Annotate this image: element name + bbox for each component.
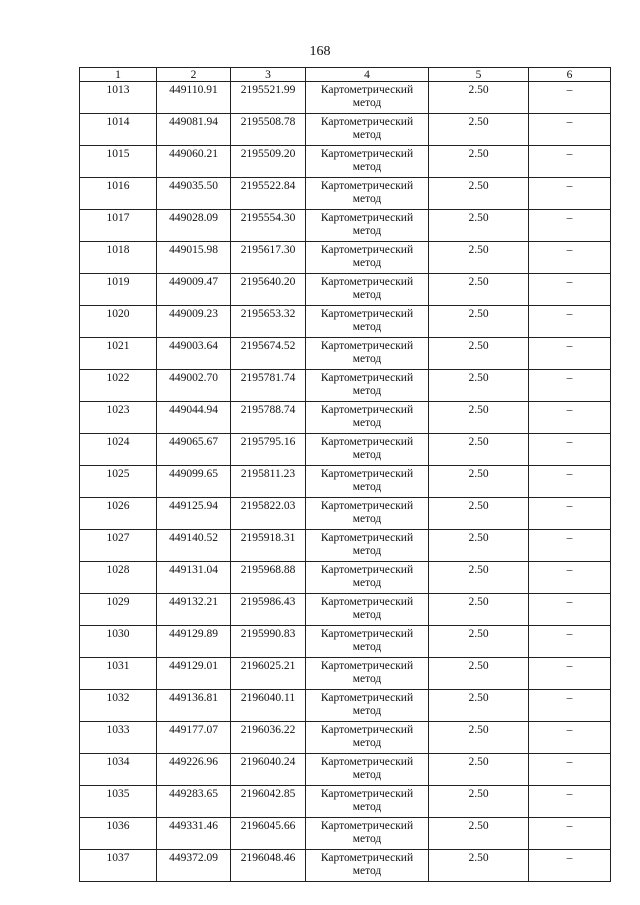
accuracy-cell: 2.50 — [429, 722, 529, 754]
table-row — [80, 562, 611, 594]
x-coordinate-cell: 449372.09 — [157, 850, 231, 882]
y-coordinate-cell: 2196040.11 — [231, 690, 306, 722]
y-coordinate-cell: 2196025.21 — [231, 658, 306, 690]
y-coordinate-cell: 2196048.46 — [231, 850, 306, 882]
table-row — [80, 818, 611, 850]
point-number-cell: 1037 — [80, 850, 157, 882]
note-cell: – — [529, 818, 611, 850]
accuracy-cell: 2.50 — [429, 178, 529, 210]
accuracy-cell: 2.50 — [429, 274, 529, 306]
x-coordinate-cell: 449226.96 — [157, 754, 231, 786]
y-coordinate-cell: 2195990.83 — [231, 626, 306, 658]
point-number-cell: 1024 — [80, 434, 157, 466]
column-header: 2 — [157, 68, 231, 82]
accuracy-cell: 2.50 — [429, 530, 529, 562]
x-coordinate-cell: 449044.94 — [157, 402, 231, 434]
note-cell: – — [529, 338, 611, 370]
point-number-cell: 1018 — [80, 242, 157, 274]
accuracy-cell: 2.50 — [429, 562, 529, 594]
method-cell: Картометрический метод — [306, 818, 429, 850]
note-cell: – — [529, 210, 611, 242]
method-cell: Картометрический метод — [306, 370, 429, 402]
method-cell: Картометрический метод — [306, 722, 429, 754]
method-cell: Картометрический метод — [306, 530, 429, 562]
y-coordinate-cell: 2195508.78 — [231, 114, 306, 146]
column-header: 1 — [80, 68, 157, 82]
point-number-cell: 1031 — [80, 658, 157, 690]
table-row — [80, 530, 611, 562]
accuracy-cell: 2.50 — [429, 402, 529, 434]
point-number-cell: 1015 — [80, 146, 157, 178]
table-row — [80, 210, 611, 242]
note-cell: – — [529, 658, 611, 690]
method-cell: Картометрический метод — [306, 82, 429, 114]
accuracy-cell: 2.50 — [429, 370, 529, 402]
accuracy-cell: 2.50 — [429, 242, 529, 274]
note-cell: – — [529, 594, 611, 626]
column-header: 3 — [231, 68, 306, 82]
table-row — [80, 498, 611, 530]
y-coordinate-cell: 2196042.85 — [231, 786, 306, 818]
table-row — [80, 754, 611, 786]
table-row — [80, 306, 611, 338]
method-cell: Картометрический метод — [306, 466, 429, 498]
y-coordinate-cell: 2195521.99 — [231, 82, 306, 114]
accuracy-cell: 2.50 — [429, 690, 529, 722]
point-number-cell: 1035 — [80, 786, 157, 818]
point-number-cell: 1020 — [80, 306, 157, 338]
accuracy-cell: 2.50 — [429, 210, 529, 242]
point-number-cell: 1025 — [80, 466, 157, 498]
method-cell: Картометрический метод — [306, 786, 429, 818]
y-coordinate-cell: 2195653.32 — [231, 306, 306, 338]
y-coordinate-cell: 2195617.30 — [231, 242, 306, 274]
x-coordinate-cell: 449331.46 — [157, 818, 231, 850]
accuracy-cell: 2.50 — [429, 338, 529, 370]
y-coordinate-cell: 2195811.23 — [231, 466, 306, 498]
accuracy-cell: 2.50 — [429, 818, 529, 850]
point-number-cell: 1019 — [80, 274, 157, 306]
y-coordinate-cell: 2195968.88 — [231, 562, 306, 594]
x-coordinate-cell: 449129.01 — [157, 658, 231, 690]
table-row — [80, 722, 611, 754]
note-cell: – — [529, 498, 611, 530]
accuracy-cell: 2.50 — [429, 82, 529, 114]
note-cell: – — [529, 722, 611, 754]
method-cell: Картометрический метод — [306, 498, 429, 530]
note-cell: – — [529, 434, 611, 466]
x-coordinate-cell: 449002.70 — [157, 370, 231, 402]
accuracy-cell: 2.50 — [429, 594, 529, 626]
y-coordinate-cell: 2195822.03 — [231, 498, 306, 530]
point-number-cell: 1017 — [80, 210, 157, 242]
y-coordinate-cell: 2195509.20 — [231, 146, 306, 178]
column-header: 5 — [429, 68, 529, 82]
note-cell: – — [529, 370, 611, 402]
note-cell: – — [529, 274, 611, 306]
accuracy-cell: 2.50 — [429, 626, 529, 658]
x-coordinate-cell: 449132.21 — [157, 594, 231, 626]
y-coordinate-cell: 2195918.31 — [231, 530, 306, 562]
method-cell: Картометрический метод — [306, 242, 429, 274]
x-coordinate-cell: 449131.04 — [157, 562, 231, 594]
accuracy-cell: 2.50 — [429, 754, 529, 786]
y-coordinate-cell: 2195781.74 — [231, 370, 306, 402]
table-row — [80, 146, 611, 178]
table-row — [80, 626, 611, 658]
table-row — [80, 274, 611, 306]
point-number-cell: 1036 — [80, 818, 157, 850]
note-cell: – — [529, 114, 611, 146]
y-coordinate-cell: 2195640.20 — [231, 274, 306, 306]
point-number-cell: 1022 — [80, 370, 157, 402]
table-row — [80, 82, 611, 114]
note-cell: – — [529, 402, 611, 434]
method-cell: Картометрический метод — [306, 274, 429, 306]
y-coordinate-cell: 2196045.66 — [231, 818, 306, 850]
method-cell: Картометрический метод — [306, 594, 429, 626]
method-cell: Картометрический метод — [306, 402, 429, 434]
note-cell: – — [529, 178, 611, 210]
table-row — [80, 658, 611, 690]
point-number-cell: 1023 — [80, 402, 157, 434]
y-coordinate-cell: 2195674.52 — [231, 338, 306, 370]
point-number-cell: 1014 — [80, 114, 157, 146]
column-header: 6 — [529, 68, 611, 82]
method-cell: Картометрический метод — [306, 754, 429, 786]
note-cell: – — [529, 466, 611, 498]
table-row — [80, 242, 611, 274]
table-row — [80, 594, 611, 626]
table-row — [80, 114, 611, 146]
point-number-cell: 1033 — [80, 722, 157, 754]
method-cell: Картометрический метод — [306, 850, 429, 882]
x-coordinate-cell: 449003.64 — [157, 338, 231, 370]
y-coordinate-cell: 2195788.74 — [231, 402, 306, 434]
y-coordinate-cell: 2195986.43 — [231, 594, 306, 626]
note-cell: – — [529, 530, 611, 562]
note-cell: – — [529, 82, 611, 114]
x-coordinate-cell: 449009.23 — [157, 306, 231, 338]
method-cell: Картометрический метод — [306, 434, 429, 466]
y-coordinate-cell: 2196036.22 — [231, 722, 306, 754]
y-coordinate-cell: 2195554.30 — [231, 210, 306, 242]
table-row — [80, 178, 611, 210]
x-coordinate-cell: 449110.91 — [157, 82, 231, 114]
x-coordinate-cell: 449035.50 — [157, 178, 231, 210]
accuracy-cell: 2.50 — [429, 466, 529, 498]
note-cell: – — [529, 786, 611, 818]
note-cell: – — [529, 690, 611, 722]
column-header: 4 — [306, 68, 429, 82]
accuracy-cell: 2.50 — [429, 850, 529, 882]
note-cell: – — [529, 306, 611, 338]
table-row — [80, 850, 611, 882]
x-coordinate-cell: 449015.98 — [157, 242, 231, 274]
note-cell: – — [529, 242, 611, 274]
method-cell: Картометрический метод — [306, 562, 429, 594]
accuracy-cell: 2.50 — [429, 658, 529, 690]
table-row — [80, 402, 611, 434]
accuracy-cell: 2.50 — [429, 306, 529, 338]
table-row — [80, 466, 611, 498]
x-coordinate-cell: 449009.47 — [157, 274, 231, 306]
table-row — [80, 434, 611, 466]
method-cell: Картометрический метод — [306, 146, 429, 178]
point-number-cell: 1034 — [80, 754, 157, 786]
table-body — [80, 82, 611, 882]
x-coordinate-cell: 449177.07 — [157, 722, 231, 754]
method-cell: Картометрический метод — [306, 690, 429, 722]
x-coordinate-cell: 449028.09 — [157, 210, 231, 242]
method-cell: Картометрический метод — [306, 178, 429, 210]
note-cell: – — [529, 626, 611, 658]
point-number-cell: 1028 — [80, 562, 157, 594]
point-number-cell: 1027 — [80, 530, 157, 562]
table-row — [80, 338, 611, 370]
accuracy-cell: 2.50 — [429, 434, 529, 466]
point-number-cell: 1013 — [80, 82, 157, 114]
method-cell: Картометрический метод — [306, 114, 429, 146]
method-cell: Картометрический метод — [306, 658, 429, 690]
method-cell: Картометрический метод — [306, 338, 429, 370]
point-number-cell: 1016 — [80, 178, 157, 210]
x-coordinate-cell: 449125.94 — [157, 498, 231, 530]
x-coordinate-cell: 449081.94 — [157, 114, 231, 146]
method-cell: Картометрический метод — [306, 210, 429, 242]
x-coordinate-cell: 449140.52 — [157, 530, 231, 562]
note-cell: – — [529, 850, 611, 882]
note-cell: – — [529, 146, 611, 178]
method-cell: Картометрический метод — [306, 626, 429, 658]
table-header-row — [80, 68, 611, 82]
accuracy-cell: 2.50 — [429, 498, 529, 530]
point-number-cell: 1030 — [80, 626, 157, 658]
x-coordinate-cell: 449060.21 — [157, 146, 231, 178]
accuracy-cell: 2.50 — [429, 146, 529, 178]
point-number-cell: 1026 — [80, 498, 157, 530]
note-cell: – — [529, 562, 611, 594]
accuracy-cell: 2.50 — [429, 786, 529, 818]
accuracy-cell: 2.50 — [429, 114, 529, 146]
x-coordinate-cell: 449129.89 — [157, 626, 231, 658]
x-coordinate-cell: 449065.67 — [157, 434, 231, 466]
point-number-cell: 1029 — [80, 594, 157, 626]
table-row — [80, 370, 611, 402]
coordinates-table — [79, 67, 611, 882]
y-coordinate-cell: 2195795.16 — [231, 434, 306, 466]
x-coordinate-cell: 449283.65 — [157, 786, 231, 818]
method-cell: Картометрический метод — [306, 306, 429, 338]
x-coordinate-cell: 449099.65 — [157, 466, 231, 498]
y-coordinate-cell: 2195522.84 — [231, 178, 306, 210]
x-coordinate-cell: 449136.81 — [157, 690, 231, 722]
table-row — [80, 786, 611, 818]
point-number-cell: 1032 — [80, 690, 157, 722]
y-coordinate-cell: 2196040.24 — [231, 754, 306, 786]
page-number: 168 — [309, 44, 331, 59]
note-cell: – — [529, 754, 611, 786]
table-row — [80, 690, 611, 722]
point-number-cell: 1021 — [80, 338, 157, 370]
